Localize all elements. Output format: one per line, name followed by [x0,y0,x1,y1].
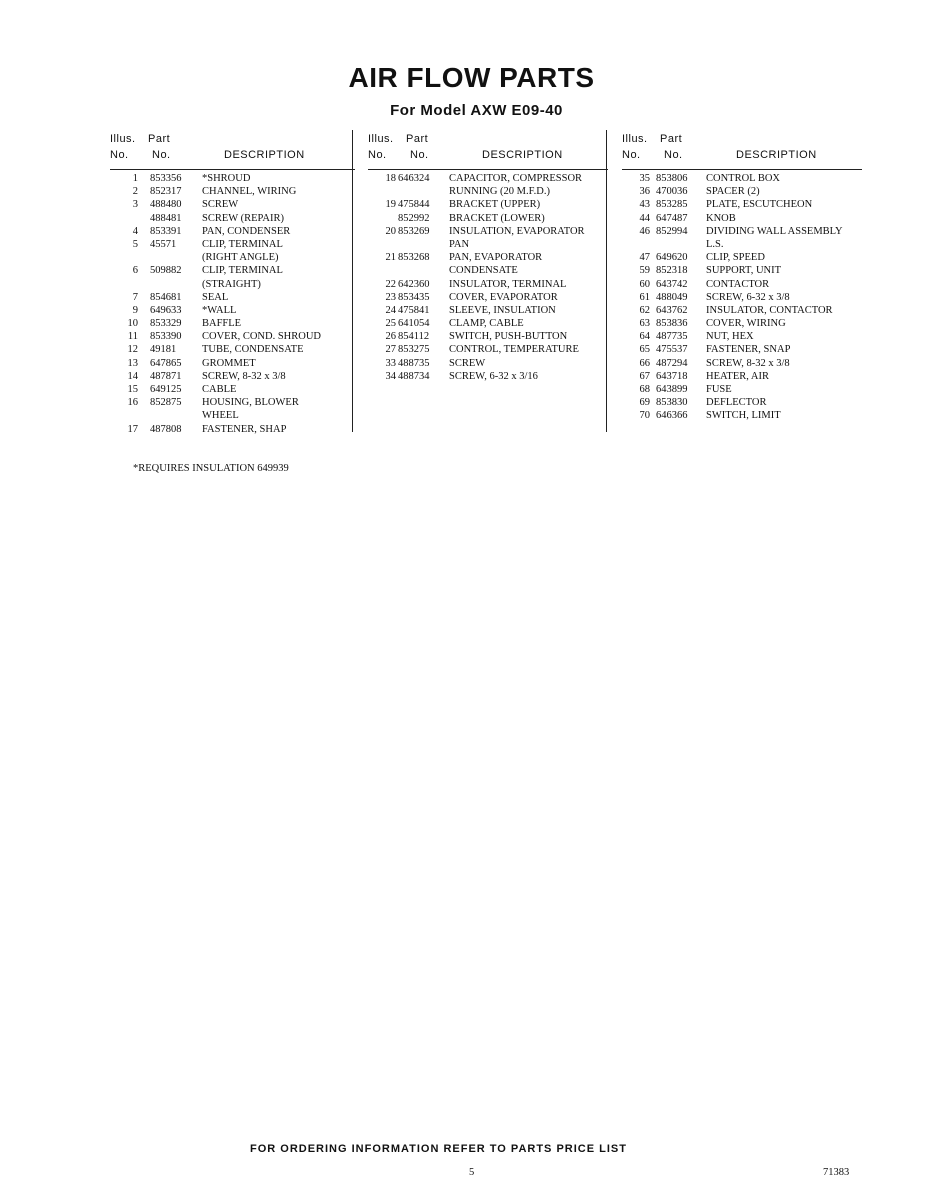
part-number: 647487 [656,212,688,224]
parts-column-3 [622,133,862,424]
header-part: Part [660,133,683,145]
part-number: 487294 [656,357,688,369]
illus-number: 15 [127,384,138,395]
parts-row [622,410,862,423]
part-description: GROMMET [202,357,256,369]
illus-number: 47 [639,252,650,264]
parts-row [368,292,608,305]
illus-number: 63 [639,318,650,330]
header-part-no: No. [410,149,429,161]
part-description: L.S. [706,238,724,250]
header-illus: Illus. [368,133,394,145]
parts-row [110,239,355,252]
parts-row [368,213,608,226]
part-number: 852317 [150,186,182,198]
part-description: SCREW, 6-32 x 3/8 [706,291,790,303]
parts-row [110,397,355,410]
illus-number: 3 [132,199,138,211]
illus-number: 11 [127,331,138,343]
parts-row [110,371,355,384]
part-number: 853275 [398,344,430,356]
part-number: 487871 [150,370,182,382]
part-number: 853285 [656,199,688,211]
parts-row [622,292,862,305]
illus-number: 33 [385,357,396,369]
parts-row [622,384,862,397]
part-number: 649620 [656,252,688,264]
parts-row [622,213,862,226]
parts-row [622,226,862,239]
illus-number: 19 [385,199,396,211]
parts-column-1 [110,133,355,437]
parts-row [368,318,608,331]
illus-number: 25 [385,318,396,330]
part-number: 643718 [656,370,688,382]
column-header [110,133,355,165]
part-description: CONTROL BOX [706,173,780,184]
illus-number: 64 [639,331,650,343]
column-header [368,133,608,165]
part-description: DIVIDING WALL ASSEMBLY [706,225,843,237]
parts-row [110,252,355,265]
illus-number: 43 [639,199,650,211]
parts-row [622,344,862,357]
part-description: PAN, CONDENSER [202,225,291,237]
part-description: (RIGHT ANGLE) [202,252,279,264]
part-number: 646324 [398,173,430,184]
illus-number: 18 [385,173,396,184]
illus-number: 62 [639,304,650,316]
part-description: BRACKET (UPPER) [449,199,541,211]
part-description: CONTROL, TEMPERATURE [449,344,579,356]
part-description: COVER, COND. SHROUD [202,331,322,343]
illus-number: 6 [132,265,138,277]
part-number: 488481 [150,212,182,224]
part-description: INSULATION, EVAPORATOR [449,225,585,237]
parts-row [110,226,355,239]
part-number: 641054 [398,318,430,330]
page-title: AIR FLOW PARTS [348,62,595,93]
parts-row [110,318,355,331]
illus-number: 44 [639,212,650,224]
parts-row [110,344,355,357]
illus-number: 59 [639,265,650,277]
part-description: SCREW, 6-32 x 3/16 [449,370,538,382]
parts-row [110,292,355,305]
part-description: WHEEL [202,410,239,422]
parts-row [110,331,355,344]
parts-row [110,384,355,397]
illus-number: 7 [132,291,138,303]
part-number: 853356 [150,173,182,184]
parts-row [622,186,862,199]
part-number: 854112 [398,331,430,343]
part-number: 853390 [150,331,182,343]
parts-row [110,358,355,371]
parts-row [110,410,355,423]
illus-number: 14 [127,370,138,382]
illus-number: 35 [639,173,650,184]
part-description: COVER, EVAPORATOR [449,291,558,303]
header-no: No. [622,149,641,161]
part-number: 852992 [398,212,430,224]
illus-number: 21 [385,252,396,264]
illus-number: 68 [639,384,650,395]
parts-row [622,252,862,265]
illus-number: 70 [639,410,650,422]
model-subtitle: For Model AXW E09-40 [390,102,563,119]
part-description: CAPACITOR, COMPRESSOR [449,173,583,184]
illus-number: 67 [639,370,650,382]
part-number: 475537 [656,344,688,356]
parts-list [622,173,862,424]
parts-row [110,186,355,199]
part-number: 643899 [656,384,688,395]
part-description: PAN [449,238,470,250]
illus-number: 24 [385,304,396,316]
part-number: 852875 [150,397,182,409]
part-description: INSULATOR, TERMINAL [449,278,567,290]
parts-row [368,226,608,239]
illus-number: 9 [132,304,138,316]
header-description: DESCRIPTION [482,149,563,161]
part-number: 488480 [150,199,182,211]
part-number: 852994 [656,225,688,237]
part-description: CONTACTOR [706,278,770,290]
part-description: CLIP, TERMINAL [202,238,283,250]
part-description: PLATE, ESCUTCHEON [706,199,813,211]
part-number: 470036 [656,186,688,198]
part-description: CLIP, TERMINAL [202,265,283,277]
part-description: HOUSING, BLOWER [202,397,299,409]
parts-row [622,371,862,384]
part-number: 853435 [398,291,430,303]
part-description: CHANNEL, WIRING [202,186,297,198]
part-description: DEFLECTOR [706,397,767,409]
part-description: FUSE [706,384,732,395]
document-number: 71383 [823,1167,850,1178]
illus-number: 60 [639,278,650,290]
header-illus: Illus. [110,133,136,145]
header-illus: Illus. [622,133,648,145]
part-description: SCREW, 8-32 x 3/8 [706,357,790,369]
parts-row [622,279,862,292]
illus-number: 69 [639,397,650,409]
illus-number: 46 [639,225,650,237]
part-description: (STRAIGHT) [202,278,261,290]
column-header [622,133,862,165]
illus-number: 1 [132,173,138,184]
part-number: 49181 [150,344,177,356]
header-rule [368,169,608,170]
parts-row [368,358,608,371]
illus-number: 2 [132,186,138,198]
part-description: SWITCH, PUSH-BUTTON [449,331,568,343]
part-description: KNOB [706,212,736,224]
part-number: 488735 [398,357,430,369]
illus-number: 17 [127,423,138,435]
part-description: FASTENER, SNAP [706,344,791,356]
part-description: *WALL [202,304,237,316]
illus-number: 12 [127,344,138,356]
part-number: 487808 [150,423,182,435]
parts-row [368,279,608,292]
illus-number: 23 [385,291,396,303]
part-description: CONDENSATE [449,265,518,277]
part-description: SUPPORT, UNIT [706,265,782,277]
part-number: 853836 [656,318,688,330]
parts-row [368,252,608,265]
parts-row [622,397,862,410]
part-description: BAFFLE [202,318,242,330]
part-number: 643762 [656,304,688,316]
illus-number: 34 [385,370,396,382]
part-number: 853269 [398,225,430,237]
part-description: *SHROUD [202,173,251,184]
parts-list [368,173,608,384]
parts-row [622,318,862,331]
header-part-no: No. [152,149,171,161]
parts-row [368,186,608,199]
part-description: SPACER (2) [706,186,760,198]
illus-number: 27 [385,344,396,356]
illus-number: 61 [639,291,650,303]
part-description: PAN, EVAPORATOR [449,252,543,264]
header-rule [110,169,355,170]
part-number: 475844 [398,199,430,211]
part-number: 853806 [656,173,688,184]
part-description: SWITCH, LIMIT [706,410,781,422]
part-number: 488049 [656,291,688,303]
parts-row [368,331,608,344]
parts-row [368,371,608,384]
part-number: 475841 [398,304,430,316]
header-rule [622,169,862,170]
part-description: BRACKET (LOWER) [449,212,545,224]
insulation-footnote: *REQUIRES INSULATION 649939 [133,463,289,474]
part-description: NUT, HEX [706,331,754,343]
part-description: COVER, WIRING [706,318,786,330]
part-description: SEAL [202,291,229,303]
part-number: 488734 [398,370,430,382]
illus-number: 13 [127,357,138,369]
parts-row [368,265,608,278]
header-description: DESCRIPTION [736,149,817,161]
parts-row [110,424,355,437]
parts-row [110,305,355,318]
parts-row [622,358,862,371]
parts-row [622,173,862,186]
illus-number: 26 [385,331,396,343]
part-description: CLAMP, CABLE [449,318,524,330]
part-number: 509882 [150,265,182,277]
part-description: SLEEVE, INSULATION [449,304,556,316]
page-number: 5 [469,1167,475,1178]
header-description: DESCRIPTION [224,149,305,161]
illus-number: 4 [132,225,138,237]
parts-row [368,173,608,186]
parts-row [368,199,608,212]
parts-row [368,305,608,318]
illus-number: 22 [385,278,396,290]
illus-number: 36 [639,186,650,198]
illus-number: 66 [639,357,650,369]
part-description: SCREW (REPAIR) [202,212,284,224]
header-part: Part [148,133,171,145]
part-number: 853830 [656,397,688,409]
part-description: HEATER, AIR [706,370,769,382]
part-description: FASTENER, SHAP [202,423,287,435]
illus-number: 5 [132,238,138,250]
part-number: 649125 [150,384,182,395]
parts-row [622,331,862,344]
part-number: 853329 [150,318,182,330]
parts-row [110,213,355,226]
parts-row [110,199,355,212]
illus-number: 65 [639,344,650,356]
header-part: Part [406,133,429,145]
illus-number: 20 [385,225,396,237]
part-number: 852318 [656,265,688,277]
part-description: CABLE [202,384,237,395]
part-description: CLIP, SPEED [706,252,765,264]
part-description: TUBE, CONDENSATE [202,344,304,356]
part-number: 646366 [656,410,688,422]
part-number: 853268 [398,252,430,264]
parts-row [368,344,608,357]
part-number: 647865 [150,357,182,369]
header-no: No. [110,149,129,161]
parts-row [110,279,355,292]
part-description: INSULATOR, CONTACTOR [706,304,833,316]
illus-number: 16 [127,397,138,409]
parts-row [622,265,862,278]
part-description: SCREW [449,357,486,369]
parts-row [368,239,608,252]
part-description: RUNNING (20 M.F.D.) [449,186,550,198]
parts-row [110,265,355,278]
header-part-no: No. [664,149,683,161]
part-description: SCREW [202,199,239,211]
part-number: 487735 [656,331,688,343]
part-number: 649633 [150,304,182,316]
illus-number: 10 [127,318,138,330]
parts-row [110,173,355,186]
parts-list [110,173,355,437]
part-description: SCREW, 8-32 x 3/8 [202,370,286,382]
part-number: 643742 [656,278,688,290]
parts-column-2 [368,133,608,384]
part-number: 45571 [150,238,177,250]
part-number: 642360 [398,278,430,290]
part-number: 853391 [150,225,182,237]
parts-row [622,199,862,212]
header-no: No. [368,149,387,161]
parts-row [622,239,862,252]
parts-row [622,305,862,318]
ordering-info-footer: FOR ORDERING INFORMATION REFER TO PARTS PRICE LIST [250,1143,627,1155]
part-number: 854681 [150,291,182,303]
